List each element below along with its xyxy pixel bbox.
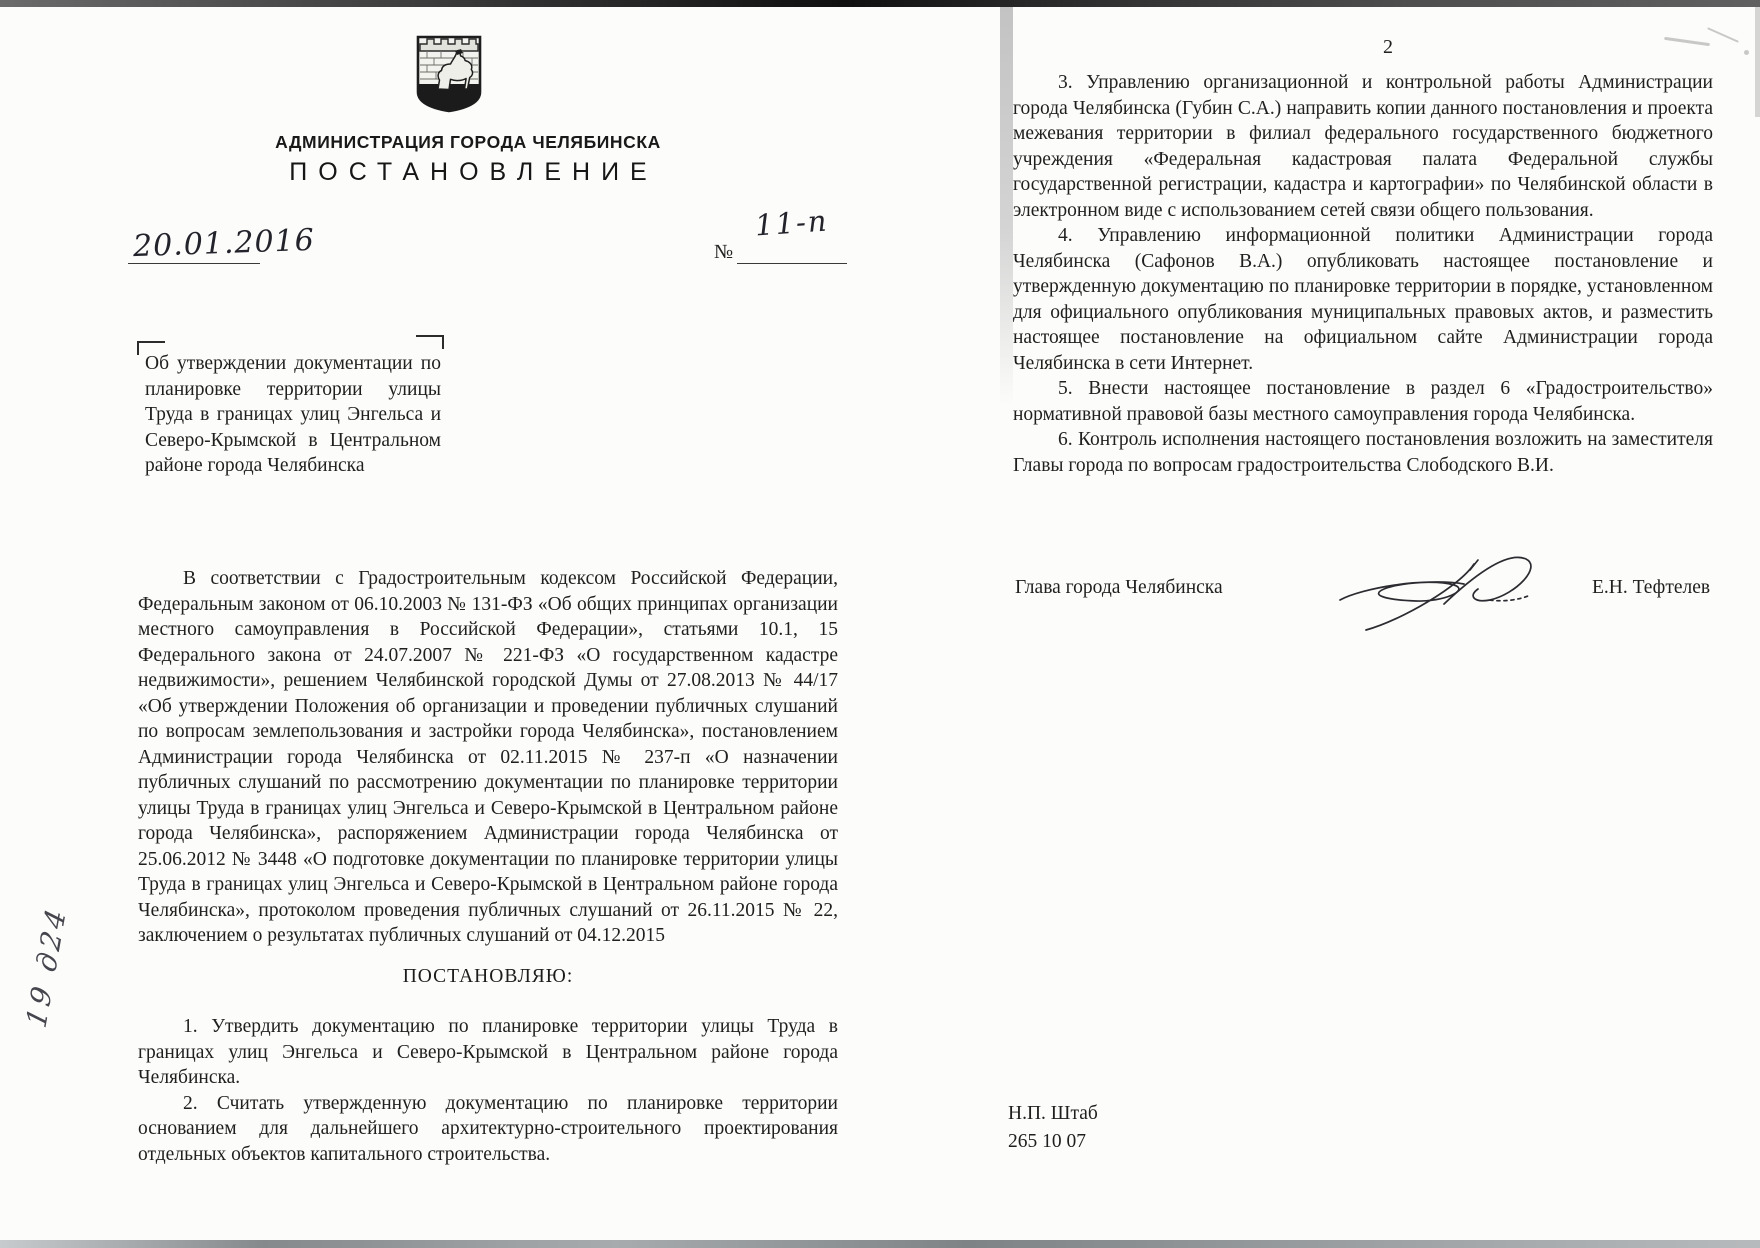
preamble <box>138 566 838 949</box>
resolution-item-6: 6. Контроль исполнения настоящего постановления возложить на заместителя Главы города по вопросам градостроительства Слободского В.И. <box>1013 429 1713 476</box>
resolution-item-2: 2. Считать утвержденную документацию по планировке территории основанием для дальнейшего архитектурно-строительного проектирования отдельных объектов капитального строительства. <box>138 1092 838 1165</box>
signer-name: Е.Н. Тефтелев <box>1592 577 1711 598</box>
executor-phone: 265 10 07 <box>1008 1131 1086 1152</box>
document-number-label: № <box>714 241 734 263</box>
handwritten-date: 20.01.2016 <box>132 222 316 265</box>
handwritten-document-number: 11-п <box>753 203 830 243</box>
preamble-paragraph: В соответствии с Градостроительным кодексом Российской Федерации, Федеральным законом от 06.10.2003 № 131-ФЗ «Об общих принципах организации местного самоуправления в Российской Федерации», статьями 10.1, 15 Федерального закона от 24.07.2007 № 221-ФЗ «О государственном кадастре недвижимости», решением Челябинской городской Думы от 27.08.2013 № 44/17 «Об утверждении Положения об организации и проведении публичных слушаний по вопросам землепользования и застройки города Челябинска», постановлением Администрации города Челябинска от 02.11.2015 № 237-п «О назначении публичных слушаний по рассмотрению документации по планировке территории улицы Труда в границах улиц Энгельса и Северо-Крымской в Центральном районе города Челябинска», распоряжением Администрации города Челябинска от 25.06.2012 № 3448 «О подготовке документации по планировке территории улицы Труда в границах улиц Энгельса и Северо-Крымской в Центральном районе города Челябинска», протоколом проведения публичных слушаний от 26.11.2015 № 22, заключением о результатах публичных слушаний от 04.12.2015 <box>138 568 838 946</box>
scan-smudge <box>1744 50 1749 55</box>
scan-right-edge <box>1755 7 1760 117</box>
resolution-item-4: 4. Управлению информационной политики Администрации города Челябинска (Сафонов В.А.) опубликовать настоящее постановление и утвержденную документацию по планировке территории в порядке, установленном для официального опубликования муниципальных правовых актов, и разместить настоящее постановление на официальном сайте Администрации города Челябинска в сети Интернет. <box>1013 225 1713 374</box>
document-subject: Об утверждении документации по планировке территории улицы Труда в границах улиц Энгельса и Северо-Крымской в Центральном районе города Челябинска <box>145 353 441 476</box>
signature-icon <box>1332 546 1588 638</box>
resolution-item-1: 1. Утвердить документацию по планировке территории улицы Труда в границах улиц Энгельса и Северо-Крымской в Центральном районе города Челябинска. <box>138 1016 838 1088</box>
organization-name: АДМИНИСТРАЦИЯ ГОРОДА ЧЕЛЯБИНСКА <box>275 132 661 152</box>
subject-corner-mark-right <box>416 335 444 349</box>
scan-bottom-edge <box>0 1240 1760 1248</box>
executor-footer <box>1008 1100 1098 1156</box>
document-type-title: ПОСТАНОВЛЕНИЕ <box>289 158 658 186</box>
resolution-items-page2 <box>1013 70 1713 478</box>
executor-name: Н.П. Штаб <box>1008 1103 1098 1124</box>
signer-title: Глава города Челябинска <box>1015 577 1223 598</box>
resolve-heading: ПОСТАНОВЛЯЮ: <box>402 966 574 987</box>
handwritten-margin-note: 19 д24 <box>20 901 74 1032</box>
page-gap-shadow <box>1000 7 1013 407</box>
chelyabinsk-coat-of-arms-icon <box>416 35 482 113</box>
resolution-item-3: 3. Управлению организационной и контрольной работы Администрации города Челябинска (Губин С.А.) направить копии данного постановления и проекта межевания территории в филиал федерального государственного бюджетного учреждения «Федеральная кадастровая палата Федеральной службы государственной регистрации, кадастра и картографии» по Челябинской области в электронном виде с использованием сетей связи общего пользования. <box>1013 72 1713 221</box>
page-number: 2 <box>1383 36 1393 58</box>
resolution-item-5: 5. Внести настоящее постановление в раздел 6 «Градостроительство» нормативной правовой базы местного самоуправления города Челябинска. <box>1013 378 1713 425</box>
scan-top-edge <box>0 0 1760 7</box>
resolution-items-page1 <box>138 1014 838 1167</box>
number-underline <box>737 263 847 264</box>
